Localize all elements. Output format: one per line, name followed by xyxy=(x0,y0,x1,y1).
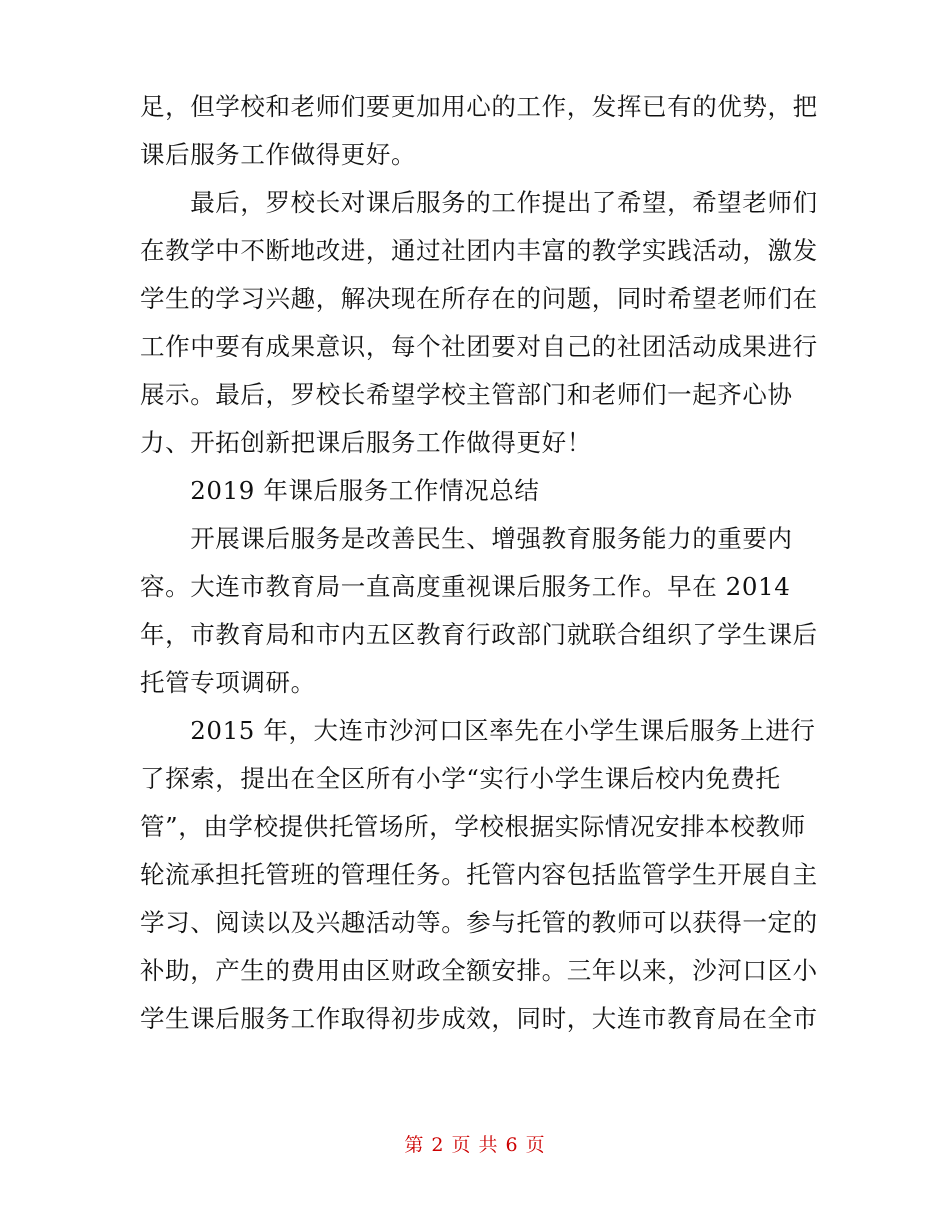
text-line: 年，市教育局和市内五区教育行政部门就联合组织了学生课后 xyxy=(140,620,818,649)
text-line: 托管专项调研。 xyxy=(140,668,316,697)
text-line: 足，但学校和老师们要更加用心的工作，发挥已有的优势，把 xyxy=(140,92,818,121)
page-number-footer: 第 2 页 共 6 页 xyxy=(404,1134,546,1156)
text-line: 容。大连市教育局一直高度重视课后服务工作。早在 2014 xyxy=(140,572,791,601)
text-line: 力、开拓创新把课后服务工作做得更好！ xyxy=(140,428,592,457)
text-line: 管”，由学校提供托管场所，学校根据实际情况安排本校教师 xyxy=(140,812,806,841)
text-line: 补助，产生的费用由区财政全额安排。三年以来，沙河口区小 xyxy=(140,956,818,985)
text-line: 展示。最后，罗校长希望学校主管部门和老师们一起齐心协 xyxy=(140,380,793,409)
text-line: 2015 年，大连市沙河口区率先在小学生课后服务上进行 xyxy=(140,716,816,745)
text-line: 工作中要有成果意识，每个社团要对自己的社团活动成果进行 xyxy=(140,332,818,361)
text-line: 最后，罗校长对课后服务的工作提出了希望，希望老师们 xyxy=(140,188,818,217)
text-line: 在教学中不断地改进，通过社团内丰富的教学实践活动，激发 xyxy=(140,236,818,265)
text-line: 课后服务工作做得更好。 xyxy=(140,140,417,169)
section-heading: 2019 年课后服务工作情况总结 xyxy=(140,476,540,505)
text-line: 了探索，提出在全区所有小学“实行小学生课后校内免费托 xyxy=(140,764,781,793)
text-line: 学生的学习兴趣，解决现在所存在的问题，同时希望老师们在 xyxy=(140,284,818,313)
text-line: 学生课后服务工作取得初步成效，同时，大连市教育局在全市 xyxy=(140,1004,818,1033)
text-line: 学习、阅读以及兴趣活动等。参与托管的教师可以获得一定的 xyxy=(140,908,818,937)
text-line: 开展课后服务是改善民生、增强教育服务能力的重要内 xyxy=(140,524,793,553)
text-line: 轮流承担托管班的管理任务。托管内容包括监管学生开展自主 xyxy=(140,860,818,889)
